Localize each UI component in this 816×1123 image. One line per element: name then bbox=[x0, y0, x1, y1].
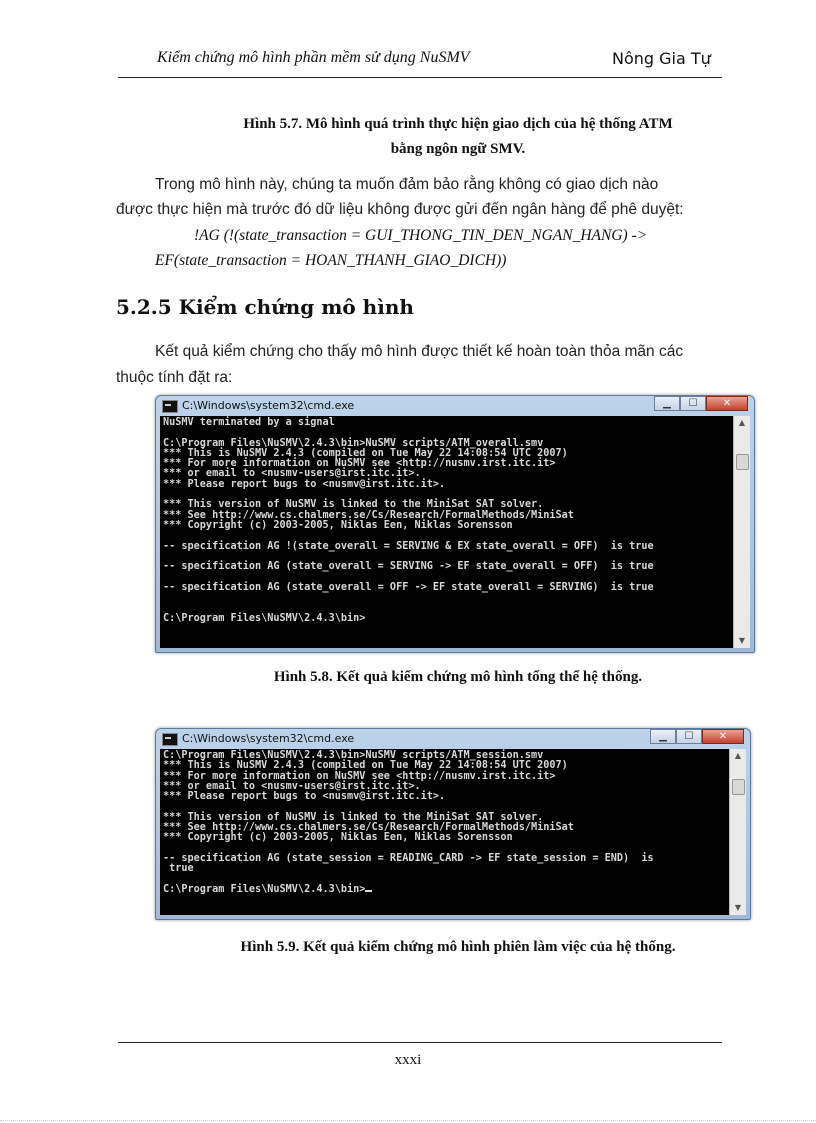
paragraph-1-line2: được thực hiện mà trước đó dữ liệu không được gửi đến ngân hàng để phê duyệt: bbox=[116, 201, 684, 218]
window-title: C:\Windows\system32\cmd.exe bbox=[182, 732, 355, 745]
cmd-window-overall bbox=[155, 395, 755, 653]
maximize-icon: ☐ bbox=[684, 731, 694, 742]
header-title: Kiểm chứng mô hình phần mềm sử dụng NuSMV bbox=[157, 49, 470, 66]
close-button[interactable] bbox=[702, 729, 744, 744]
console-line: -- specification AG !(state_overall = SERVING & EX state_overall = OFF) is true bbox=[163, 540, 654, 552]
scroll-down-icon[interactable]: ▼ bbox=[734, 903, 742, 912]
maximize-icon: ☐ bbox=[688, 398, 698, 409]
scroll-up-icon[interactable]: ▲ bbox=[734, 751, 742, 760]
console-line bbox=[163, 593, 731, 603]
page-number: xxxi bbox=[394, 1052, 422, 1068]
console-line: *** Please report bugs to <nusmv@irst.itc.it>. bbox=[163, 791, 446, 803]
console-line: *** Copyright (c) 2003-2005, Niklas Een, Niklas Sorensson bbox=[163, 832, 513, 844]
close-icon: ✕ bbox=[718, 731, 728, 742]
vertical-scrollbar[interactable] bbox=[733, 416, 750, 648]
minimize-icon: ▁ bbox=[659, 731, 667, 742]
console-line: *** or email to <nusmv-users@irst.itc.it>. bbox=[163, 468, 421, 480]
header-rule bbox=[118, 77, 722, 78]
console-line: *** For more information on NuSMV see <http://nusmv.irst.itc.it> bbox=[163, 770, 556, 782]
figure-5-8-caption: Hình 5.8. Kết quả kiểm chứng mô hình tổng thể hệ thống. bbox=[273, 669, 643, 685]
console-line: C:\Program Files\NuSMV\2.4.3\bin> bbox=[163, 612, 366, 624]
console-line: *** This is NuSMV 2.4.3 (compiled on Tue May 22 14:08:54 UTC 2007) bbox=[163, 447, 568, 459]
console-output[interactable] bbox=[160, 416, 734, 648]
console-icon bbox=[162, 733, 178, 746]
console-line: C:\Program Files\NuSMV\2.4.3\bin>NuSMV scripts/ATM_session.smv bbox=[163, 750, 544, 761]
minimize-button[interactable] bbox=[654, 396, 680, 411]
close-button[interactable] bbox=[706, 396, 748, 411]
console-output[interactable] bbox=[160, 749, 730, 915]
console-line: *** This version of NuSMV is linked to the MiniSat SAT solver. bbox=[163, 499, 544, 511]
window-titlebar[interactable] bbox=[156, 396, 754, 416]
maximize-button[interactable] bbox=[680, 396, 706, 411]
console-line: *** This is NuSMV 2.4.3 (compiled on Tue May 22 14:08:54 UTC 2007) bbox=[163, 760, 568, 772]
scroll-up-icon[interactable]: ▲ bbox=[738, 418, 746, 427]
formula-line2: EF(state_transaction = HOAN_THANH_GIAO_DICH)) bbox=[155, 252, 507, 269]
scroll-down-icon[interactable]: ▼ bbox=[738, 636, 746, 645]
console-line: *** See http://www.cs.chalmers.se/Cs/Research/FormalMethods/MiniSat bbox=[163, 822, 574, 834]
console-line: *** For more information on NuSMV see <http://nusmv.irst.itc.it> bbox=[163, 458, 556, 470]
vertical-scrollbar[interactable] bbox=[729, 749, 746, 915]
minimize-icon: ▁ bbox=[663, 398, 671, 409]
console-line: -- specification AG (state_session = READING_CARD -> EF state_session = END) is bbox=[163, 852, 654, 864]
console-line: NuSMV terminated by a signal bbox=[163, 417, 335, 428]
console-line: true bbox=[163, 863, 194, 875]
window-title: C:\Windows\system32\cmd.exe bbox=[182, 399, 355, 412]
console-line: *** or email to <nusmv-users@irst.itc.it>. bbox=[163, 780, 421, 792]
figure-5-7-caption-line2: bằng ngôn ngữ SMV. bbox=[390, 141, 526, 157]
console-icon bbox=[162, 400, 178, 413]
minimize-button[interactable] bbox=[650, 729, 676, 744]
scroll-thumb[interactable] bbox=[732, 779, 745, 795]
console-line: *** This version of NuSMV is linked to the MiniSat SAT solver. bbox=[163, 811, 544, 823]
console-line: *** Copyright (c) 2003-2005, Niklas Een, Niklas Sorensson bbox=[163, 519, 513, 531]
text-cursor bbox=[365, 890, 372, 892]
console-line: -- specification AG (state_overall = OFF -> EF state_overall = SERVING) is true bbox=[163, 581, 654, 593]
footer-rule bbox=[118, 1042, 722, 1043]
formula-line1: !AG (!(state_transaction = GUI_THONG_TIN_DEN_NGAN_HANG) -> bbox=[194, 227, 648, 244]
figure-5-7-caption-line1: Hình 5.7. Mô hình quá trình thực hiện giao dịch của hệ thống ATM bbox=[243, 116, 673, 132]
figure-5-9-caption: Hình 5.9. Kết quả kiểm chứng mô hình phiên làm việc của hệ thống. bbox=[240, 939, 676, 955]
console-line: *** Please report bugs to <nusmv@irst.itc.it>. bbox=[163, 478, 446, 490]
paragraph-2-line1: Kết quả kiểm chứng cho thấy mô hình được thiết kế hoàn toàn thỏa mãn các bbox=[155, 343, 684, 360]
page-bottom-dotted-line bbox=[0, 1120, 816, 1121]
console-line: *** See http://www.cs.chalmers.se/Cs/Research/FormalMethods/MiniSat bbox=[163, 509, 574, 521]
paragraph-1-line1: Trong mô hình này, chúng ta muốn đảm bảo rằng không có giao dịch nào bbox=[155, 176, 659, 193]
cmd-window-session bbox=[155, 728, 751, 920]
window-titlebar[interactable] bbox=[156, 729, 750, 749]
paragraph-2-line2: thuộc tính đặt ra: bbox=[116, 369, 233, 386]
close-icon: ✕ bbox=[722, 398, 732, 409]
scroll-thumb[interactable] bbox=[736, 454, 749, 470]
console-line: -- specification AG (state_overall = SERVING -> EF state_overall = OFF) is true bbox=[163, 561, 654, 573]
header-author: Nông Gia Tự bbox=[612, 49, 711, 68]
section-heading: 5.2.5 Kiểm chứng mô hình bbox=[116, 295, 414, 319]
console-line: C:\Program Files\NuSMV\2.4.3\bin> bbox=[163, 885, 727, 895]
maximize-button[interactable] bbox=[676, 729, 702, 744]
console-line: C:\Program Files\NuSMV\2.4.3\bin>NuSMV scripts/ATM_overall.smv bbox=[163, 437, 544, 449]
